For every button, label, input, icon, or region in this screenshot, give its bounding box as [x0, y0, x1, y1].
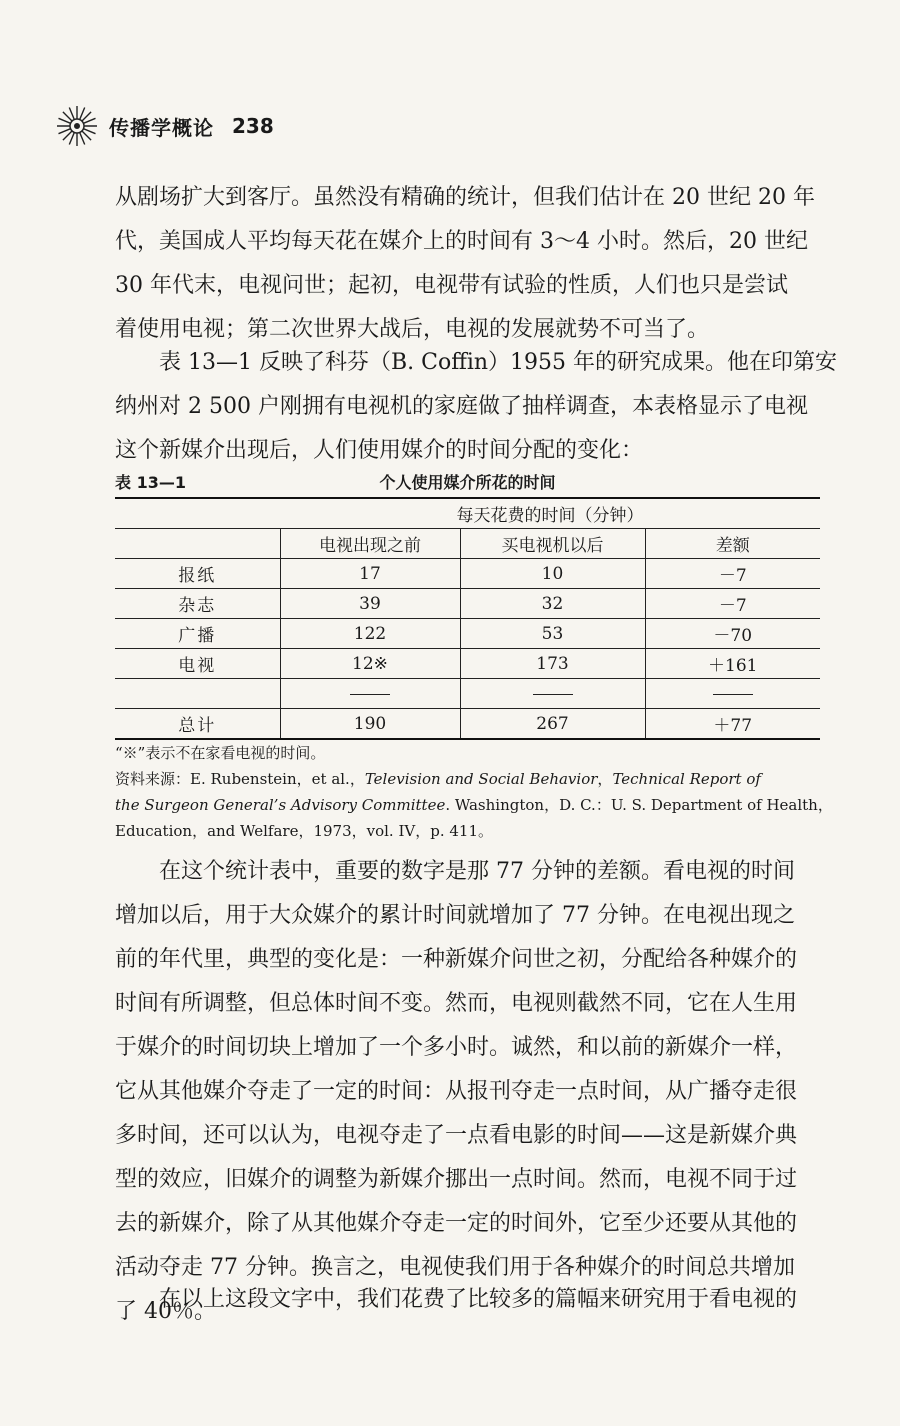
column-header: 电视出现之前 — [280, 529, 460, 559]
blank-cell — [115, 679, 280, 709]
sum-rule-row — [115, 679, 820, 709]
cell-before: 122 — [280, 619, 460, 649]
text-line: 它从其他媒介夺走了一定的时间：从报刊夺走一点时间，从广播夺走很 — [115, 1079, 798, 1104]
text-line: 前的年代里，典型的变化是：一种新媒介问世之初，分配给各种媒介的 — [115, 947, 798, 972]
text-line: 型的效应，旧媒介的调整为新媒介挪出一点时间。然而，电视不同于过 — [115, 1167, 798, 1192]
page-number: 238 — [232, 114, 274, 138]
running-header — [55, 104, 274, 148]
text-line: 活动夺走 77 分钟。换言之，电视使我们用于各种媒介的时间总共增加 — [115, 1255, 795, 1280]
table-row — [115, 589, 820, 619]
text-line: 从剧场扩大到客厅。虽然没有精确的统计，但我们估计在 20 世纪 20 年 — [115, 185, 815, 210]
source-line — [115, 792, 833, 818]
sum-rule — [645, 679, 820, 709]
text-line: 表 13—1 反映了科芬（B. Coffin）1955 年的研究成果。他在印第安 — [159, 350, 838, 375]
cell-after: 267 — [460, 709, 645, 740]
text-line: 多时间，还可以认为，电视夺走了一点看电影的时间——这是新媒介典 — [115, 1123, 798, 1148]
cell-diff: －7 — [645, 589, 820, 619]
table-row — [115, 649, 820, 679]
intro-paragraph — [115, 176, 820, 352]
source-line: Education，and Welfare，1973，vol. IV，p. 411。 — [115, 822, 493, 840]
source-separator: ， — [597, 770, 613, 788]
cell-after: 10 — [460, 559, 645, 589]
span-header: 每天花费的时间（分钟） — [280, 498, 820, 529]
closing-paragraph — [115, 1278, 820, 1322]
cell-diff: ＋161 — [645, 649, 820, 679]
source-prefix: 资料来源：E. Rubenstein，et al.， — [115, 770, 365, 788]
cell-after: 173 — [460, 649, 645, 679]
sum-rule — [460, 679, 645, 709]
table-notes — [115, 740, 833, 844]
table-row — [115, 619, 820, 649]
text-line: 代，美国成人平均每天花在媒介上的时间有 3～4 小时。然后，20 世纪 — [115, 229, 808, 254]
text-line: 了 40％。 — [115, 1299, 216, 1324]
cell-before: 17 — [280, 559, 460, 589]
source-report-title: the Surgeon General’s Advisory Committee — [115, 796, 446, 814]
text-line: 在这个统计表中，重要的数字是那 77 分钟的差额。看电视的时间 — [159, 859, 795, 884]
text-line: 30 年代末，电视问世；起初，电视带有试验的性质，人们也只是尝试 — [115, 273, 788, 298]
text-line: 在以上这段文字中，我们花费了比较多的篇幅来研究用于看电视的 — [159, 1287, 798, 1312]
text-line: 时间有所调整，但总体时间不变。然而，电视则截然不同，它在人生用 — [115, 991, 798, 1016]
cell-before: 39 — [280, 589, 460, 619]
cell-diff: －7 — [645, 559, 820, 589]
table-title: 个人使用媒介所花的时间 — [379, 473, 556, 492]
cell-before: 190 — [280, 709, 460, 740]
chrysanthemum-ornament-icon — [55, 104, 99, 148]
cell-after: 32 — [460, 589, 645, 619]
sum-rule — [280, 679, 460, 709]
table-intro-paragraph — [115, 341, 838, 473]
text-line: 增加以后，用于大众媒介的累计时间就增加了 77 分钟。在电视出现之 — [115, 903, 795, 928]
analysis-paragraph — [115, 850, 820, 1334]
row-label: 报纸 — [115, 559, 280, 589]
cell-after: 53 — [460, 619, 645, 649]
text-line: 去的新媒介，除了从其他媒介夺走一定的时间外，它至少还要从其他的 — [115, 1211, 798, 1236]
cell-before: 12※ — [280, 649, 460, 679]
column-header: 差额 — [645, 529, 820, 559]
book-title: 传播学概论 — [109, 115, 214, 140]
source-title: Television and Social Behavior — [364, 770, 598, 788]
blank-corner — [115, 498, 280, 529]
table-row — [115, 559, 820, 589]
source-report-title: Technical Report of — [612, 770, 761, 788]
text-line: 纳州对 2 500 户刚拥有电视机的家庭做了抽样调查，本表格显示了电视 — [115, 394, 808, 419]
row-label: 电视 — [115, 649, 280, 679]
source-line — [115, 766, 820, 792]
text-line: 这个新媒介出现后，人们使用媒介的时间分配的变化： — [115, 438, 644, 463]
row-label: 杂志 — [115, 589, 280, 619]
table-number: 表 13—1 — [115, 473, 186, 492]
source-publisher: . Washington，D. C.：U. S. Department of Health， — [445, 796, 833, 814]
media-time-table — [115, 497, 820, 740]
total-row — [115, 709, 820, 740]
row-label: 总计 — [115, 709, 280, 740]
footnote: “※”表示不在家看电视的时间。 — [115, 744, 326, 762]
row-label: 广播 — [115, 619, 280, 649]
column-header: 买电视机以后 — [460, 529, 645, 559]
text-line: 于媒介的时间切块上增加了一个多小时。诚然，和以前的新媒介一样， — [115, 1035, 798, 1060]
cell-diff: －70 — [645, 619, 820, 649]
text-line: 着使用电视；第二次世界大战后，电视的发展就势不可当了。 — [115, 317, 710, 342]
cell-diff: ＋77 — [645, 709, 820, 740]
blank-header-cell — [115, 529, 280, 559]
